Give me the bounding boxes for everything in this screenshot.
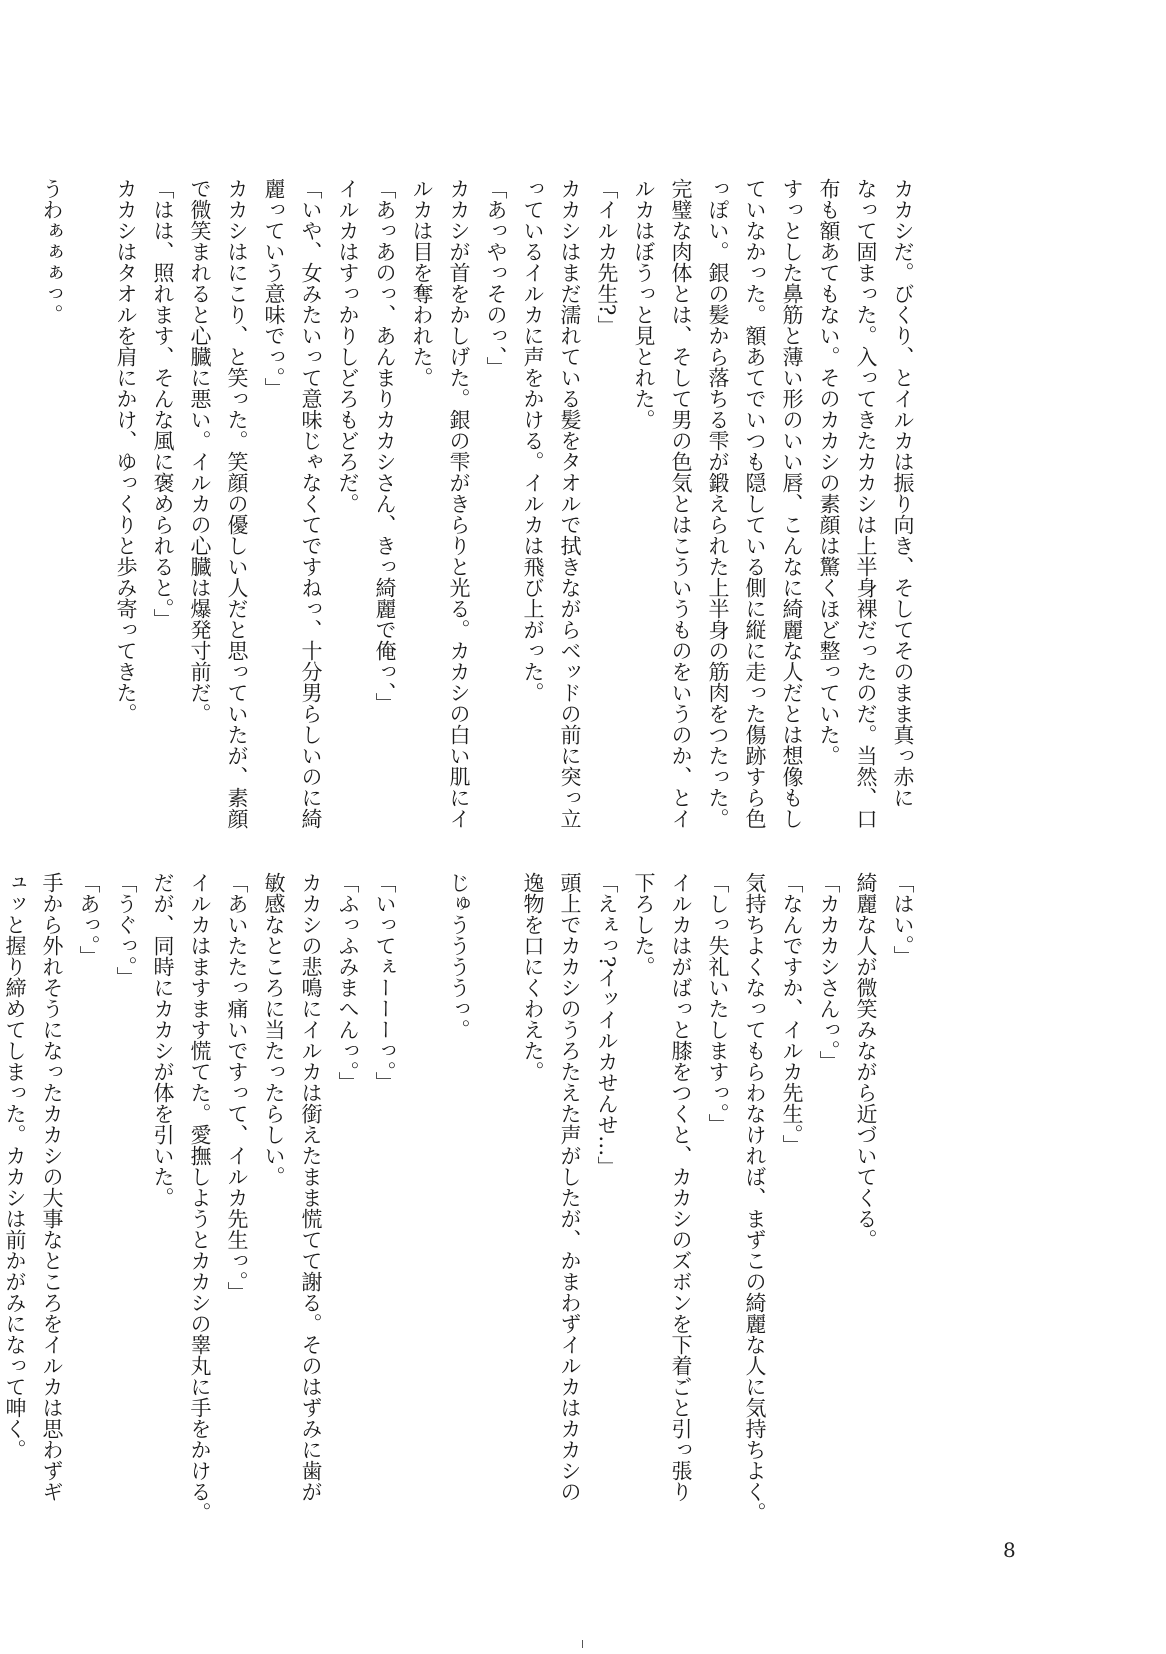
blank-line [0,178,33,778]
text-column: 「なんですか、イルカ先生。」 [780,872,804,1156]
text-column: 「ふっふみまへんっ。」 [336,872,360,1093]
text-column: カカシの悲鳴にイルカは銜えたまま慌てて謝る。そのはずみに歯が [299,872,323,1502]
page-number: 8 [1003,1538,1016,1562]
text-column: イルカはますます慌てた。愛撫しようとカカシの睾丸に手をかける。 [188,872,212,1523]
lower-text-block [0,872,921,1523]
text-column: カカシはまだ濡れている髪をタオルで拭きながらベッドの前に突っ立 [558,178,582,829]
text-column: カカシが首をかしげた。銀の雫がきらりと光る。カカシの白い肌にイ [447,178,471,829]
text-column: 下ろした。 [632,872,656,977]
blank-line [403,872,440,1472]
blank-line [70,178,107,778]
text-column: カカシはタオルを肩にかけ、ゆっくりと歩み寄ってきた。 [114,178,138,724]
text-column: 麗っていう意味でっ。」 [262,178,286,399]
text-column: 「あいたたっ痛いですって、イルカ先生っ。」 [225,872,249,1303]
crop-mark [582,1640,583,1648]
text-column: 頭上でカカシのうろたえた声がしたが、かまわずイルカはカカシの [558,872,582,1502]
text-column: 「あっ。」 [77,872,101,967]
text-column: ルカはぼうっと見とれた。 [632,178,656,430]
text-column: カカシだ。びくり、とイルカは振り向き、そしてそのまま真っ赤に [891,178,915,808]
text-column: すっとした鼻筋と薄い形のいい唇、こんなに綺麗な人だとは想像もし [780,178,804,829]
text-column: っているイルカに声をかける。イルカは飛び上がった。 [521,178,545,703]
text-column: 逸物を口にくわえた。 [521,872,545,1082]
text-column: っぽい。銀の髪から落ちる雫が鍛えられた上半身の筋肉をつたった。 [706,178,730,829]
text-column: 「うぐっ。」 [114,872,138,988]
text-column: イルカはがばっと膝をつくと、カカシのズボンを下着ごと引っ張り [669,872,693,1502]
text-column: 手から外れそうになったカカシの大事なところをイルカは思わずギ [40,872,64,1502]
text-column: で微笑まれると心臓に悪い。イルカの心臓は爆発寸前だ。 [188,178,212,724]
text-column: 綺麗な人が微笑みながら近づいてくる。 [854,872,878,1250]
text-column: じゅううううっ。 [447,872,471,1040]
text-column: 完璧な肉体とは、そして男の色気とはこういうものをいうのか、とイ [669,178,693,829]
text-column: 布も額あてもない。そのカカシの素顔は驚くほど整っていた。 [817,178,841,766]
text-column: だが、同時にカカシが体を引いた。 [151,872,175,1208]
text-column: 敏感なところに当たったらしい。 [262,872,286,1187]
text-column: うわぁぁぁっ。 [40,178,64,325]
text-column: 「あっやっそのっ、」 [484,178,508,378]
text-column: ルカは目を奪われた。 [410,178,434,388]
text-column: ュッと握り締めてしまった。カカシは前かがみになって呻く。 [3,872,27,1460]
text-column: 「イルカ先生?」 [595,178,619,337]
text-column: 「カカカシさんっ。」 [817,872,841,1072]
text-column: 「しっ失礼いたしますっ。」 [706,872,730,1135]
text-column: なって固まった。入ってきたカカシは上半身裸だったのだ。当然、口 [854,178,878,829]
blank-line [477,872,514,1472]
text-column: 「はい。」 [891,872,915,967]
text-column: カカシはにこり、と笑った。笑顔の優しい人だと思っていたが、素顔 [225,178,249,829]
text-column: 「あっあのっ、あんまりカカシさん、きっ綺麗で俺っ、」 [373,178,397,714]
text-column: 「いや、女みたいって意味じゃなくてですねっ、十分男らしいのに綺 [299,178,323,829]
text-column: 「いってぇーーーっ。」 [373,872,397,1093]
text-column: 「えぇっ?イッイルカせんせ…」 [595,872,619,1178]
upper-text-block [0,178,921,829]
text-column: 気持ちよくなってもらわなければ、まずこの綺麗な人に気持ちよく。 [743,872,767,1523]
text-column: 「はは、照れます、そんな風に褒められると。」 [151,178,175,630]
text-column: イルカはすっかりしどろもどろだ。 [336,178,360,514]
text-column: ていなかった。額あてでいつも隠している側に縦に走った傷跡すら色 [743,178,767,829]
